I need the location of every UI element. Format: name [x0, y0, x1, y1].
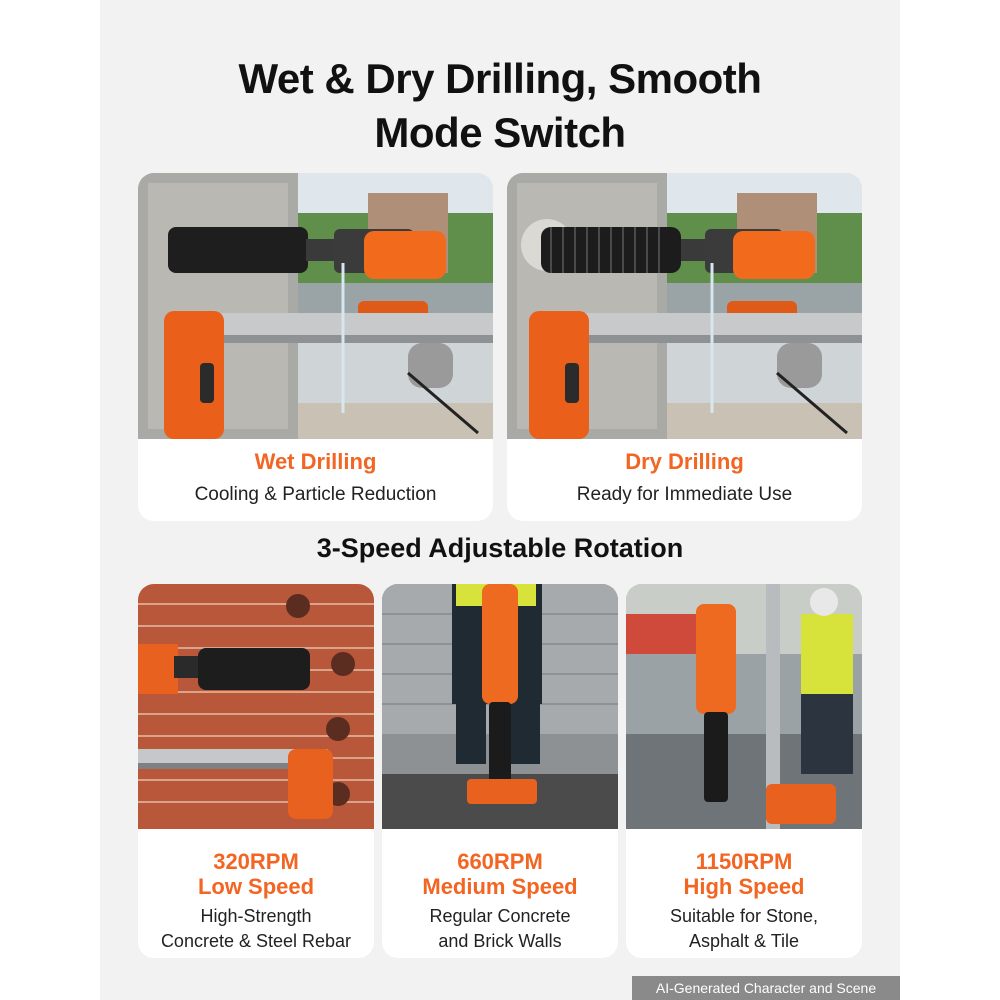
low-speed-description-1: High-Strength	[200, 906, 312, 926]
high-speed-description-1: Suitable for Stone,	[669, 906, 819, 926]
wet-drilling-description: Cooling & Particle Reduction	[194, 484, 437, 505]
medium-speed-description-2: and Brick Walls	[438, 931, 562, 951]
headline-line-1: Wet & Dry Drilling, Smooth	[238, 55, 762, 102]
medium-speed-rpm: 660RPM	[457, 849, 543, 874]
wet-drilling-title: Wet Drilling	[254, 449, 377, 474]
low-speed-photo	[138, 584, 374, 829]
dry-drilling-card	[507, 173, 862, 521]
speed-heading: 3-Speed Adjustable Rotation	[316, 533, 684, 563]
low-speed-description-2: Concrete & Steel Rebar	[160, 931, 352, 951]
headline-line-2: Mode Switch	[374, 109, 626, 156]
medium-speed-description-1: Regular Concrete	[429, 906, 571, 926]
medium-speed-photo	[382, 584, 618, 829]
high-speed-photo	[626, 584, 862, 829]
dry-drilling-title: Dry Drilling	[625, 449, 744, 474]
dry-drilling-photo	[507, 173, 862, 439]
low-speed-name: Low Speed	[197, 874, 315, 899]
medium-speed-name: Medium Speed	[422, 874, 578, 899]
high-speed-rpm: 1150RPM	[695, 849, 793, 874]
high-speed-description-2: Asphalt & Tile	[688, 931, 800, 951]
low-speed-card	[138, 584, 374, 958]
wet-drilling-photo	[138, 173, 493, 439]
dry-drilling-description: Ready for Immediate Use	[576, 484, 793, 505]
low-speed-rpm: 320RPM	[213, 849, 299, 874]
wet-drilling-card	[138, 173, 493, 521]
ai-disclaimer: AI-Generated Character and Scene	[632, 976, 900, 1000]
high-speed-card	[626, 584, 862, 958]
headline	[100, 52, 900, 160]
high-speed-name: High Speed	[683, 874, 805, 899]
medium-speed-card	[382, 584, 618, 958]
